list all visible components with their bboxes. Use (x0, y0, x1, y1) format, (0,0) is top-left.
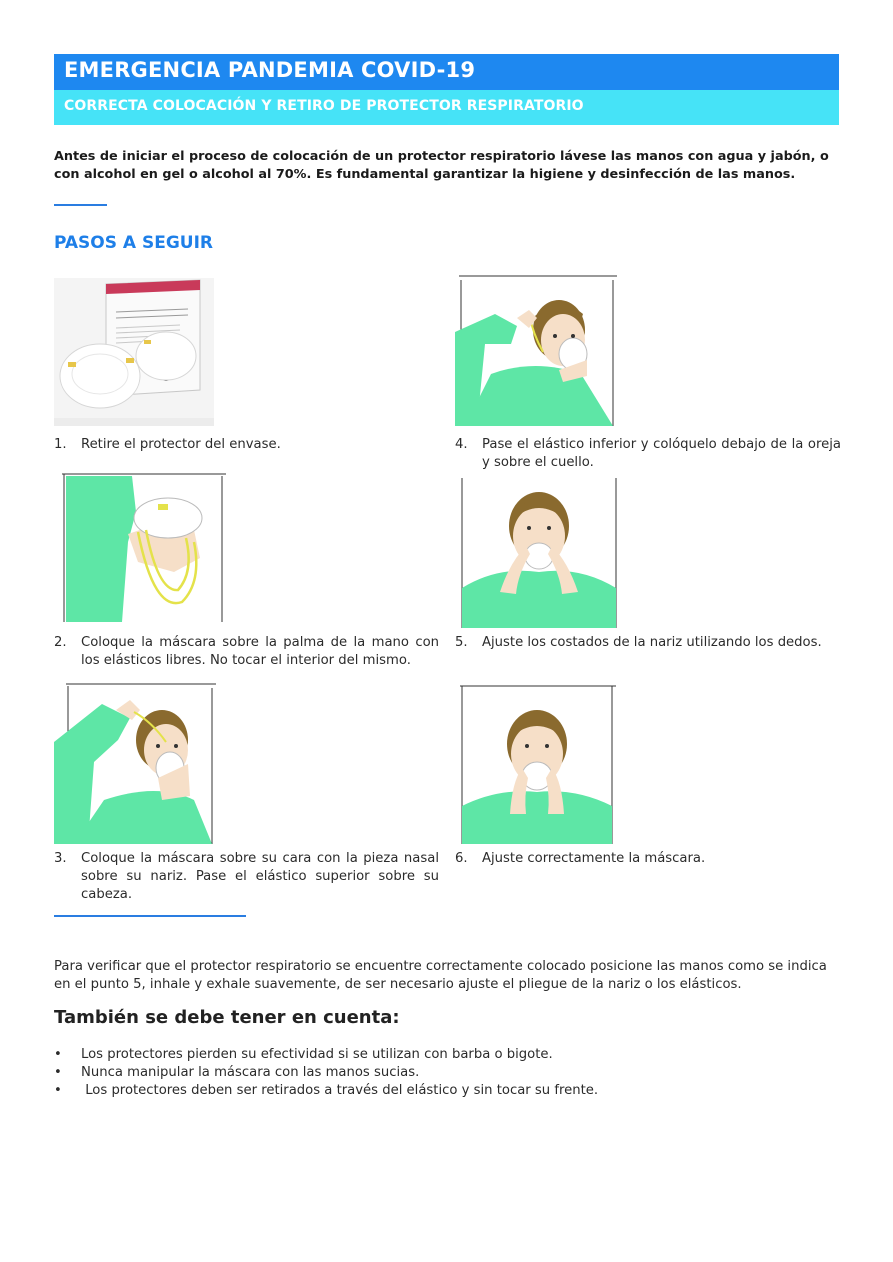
step-5-illustration (458, 476, 620, 628)
steps-heading: PASOS A SEGUIR (54, 233, 214, 253)
list-item (54, 1064, 844, 1082)
list-item-text: Nunca manipular la máscara con las manos sucias. (81, 1065, 420, 1080)
section-divider-long (54, 915, 246, 917)
step-4-number: 4. (455, 437, 468, 452)
step-1-illustration (54, 278, 214, 426)
step-1-text: Retire el protector del envase. (81, 437, 281, 452)
step-3-number: 3. (54, 851, 67, 866)
main-title: EMERGENCIA PANDEMIA COVID-19 (64, 58, 476, 82)
bullet-icon: • (54, 1083, 62, 1098)
step-1 (54, 436, 439, 454)
step-2-text: Coloque la máscara sobre la palma de la mano con los elásticos libres. No tocar el interior del mismo. (81, 635, 439, 668)
bullet-icon: • (54, 1047, 62, 1062)
step-5-text: Ajuste los costados de la nariz utilizando los dedos. (482, 635, 822, 650)
list-item (54, 1046, 844, 1064)
main-title-banner (54, 54, 839, 90)
section-divider-short (54, 204, 107, 206)
considerations-list (54, 1046, 844, 1100)
step-4 (455, 436, 841, 472)
step-4-text: Pase el elástico inferior y colóquelo debajo de la oreja y sobre el cuello. (482, 437, 841, 470)
step-2-illustration (62, 472, 226, 622)
step-1-number: 1. (54, 437, 67, 452)
step-6-number: 6. (455, 851, 468, 866)
step-6 (455, 850, 841, 868)
step-4-illustration (455, 274, 617, 426)
list-item-text: Los protectores deben ser retirados a través del elástico y sin tocar su frente. (81, 1083, 599, 1098)
subtitle: CORRECTA COLOCACIÓN Y RETIRO DE PROTECTOR RESPIRATORIO (64, 98, 584, 114)
step-3-illustration (54, 682, 216, 844)
step-3-text: Coloque la máscara sobre su cara con la pieza nasal sobre su nariz. Pase el elástico superior sobre su cabeza. (81, 851, 439, 902)
step-6-illustration (458, 684, 616, 844)
list-item-text: Los protectores pierden su efectividad si se utilizan con barba o bigote. (81, 1047, 553, 1062)
step-5-number: 5. (455, 635, 468, 650)
step-6-text: Ajuste correctamente la máscara. (482, 851, 706, 866)
subtitle-banner (54, 90, 839, 125)
consider-heading: También se debe tener en cuenta: (54, 1007, 400, 1028)
verify-paragraph: Para verificar que el protector respiratorio se encuentre correctamente colocado posicione las manos como se indica en el punto 5, inhale y exhale suavemente, de ser necesario ajuste el pliegue de la nariz o los elásticos. (54, 959, 827, 992)
step-5 (455, 634, 841, 652)
bullet-icon: • (54, 1065, 62, 1080)
step-3 (54, 850, 439, 904)
step-2 (54, 634, 439, 670)
step-2-number: 2. (54, 635, 67, 650)
list-item (54, 1082, 844, 1100)
intro-paragraph: Antes de iniciar el proceso de colocación de un protector respiratorio lávese las manos con agua y jabón, o con alcohol en gel o alcohol al 70%. Es fundamental garantizar la higiene y desinfección de las manos. (54, 149, 829, 182)
